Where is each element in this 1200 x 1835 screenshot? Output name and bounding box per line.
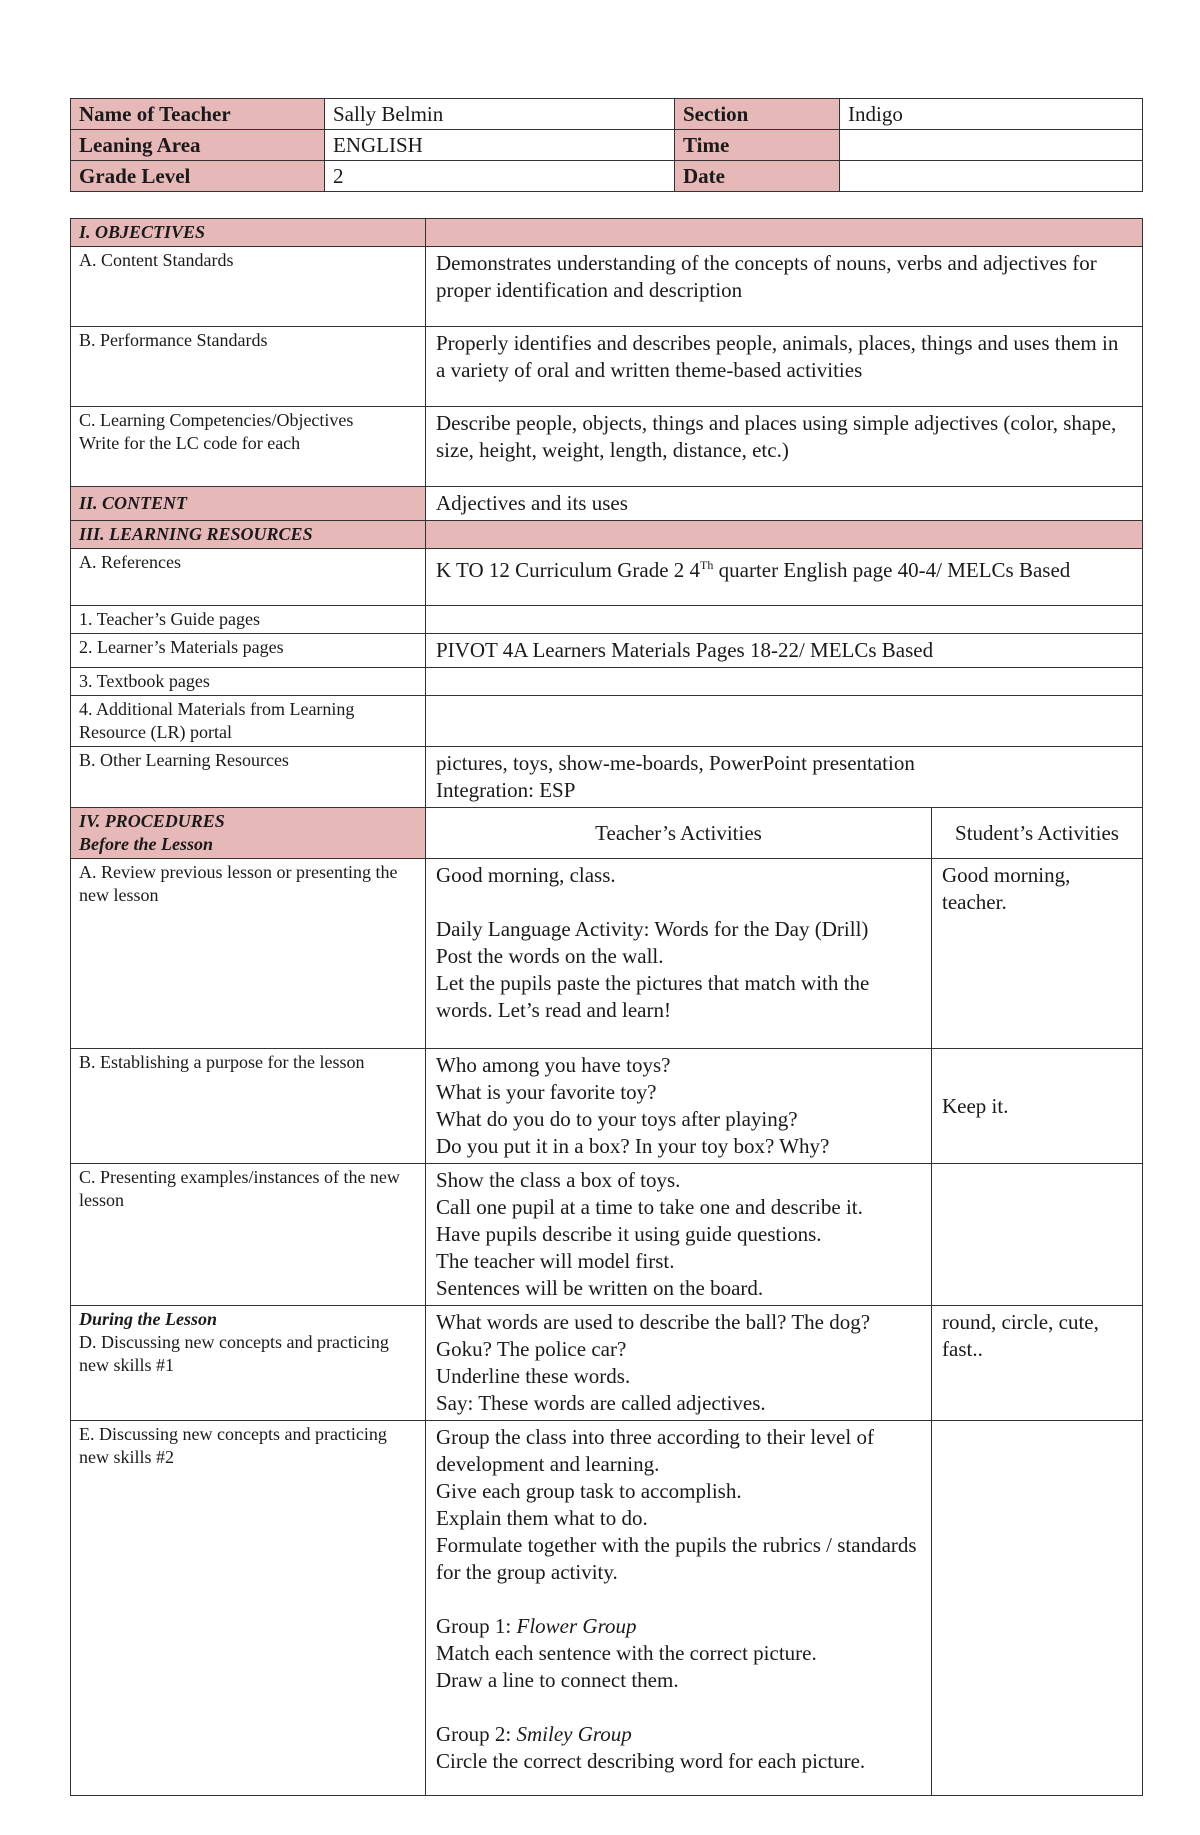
group1-heading — [436, 1613, 921, 1640]
step-e-label: E. Discussing new concepts and practicing new skills #2 — [71, 1421, 426, 1796]
references-value — [426, 549, 1143, 606]
step-c-line: Show the class a box of toys. — [436, 1168, 681, 1192]
group1-line: Draw a line to connect them. — [436, 1668, 679, 1692]
step-c-label: C. Presenting examples/instances of the new lesson — [71, 1164, 426, 1306]
step-b-line: What do you do to your toys after playing? — [436, 1107, 798, 1131]
during-lesson-label: During the Lesson — [79, 1309, 218, 1329]
area-label: Leaning Area — [71, 130, 325, 161]
grade-label: Grade Level — [71, 161, 325, 192]
learners-materials-value: PIVOT 4A Learners Materials Pages 18-22/ MELCs Based — [426, 634, 1143, 668]
step-a-label: A. Review previous lesson or presenting the new lesson — [71, 859, 426, 1049]
grade-value: 2 — [325, 161, 675, 192]
step-c-line: The teacher will model first. — [436, 1249, 675, 1273]
group1-name: Flower Group — [516, 1614, 637, 1638]
lesson-plan-table — [70, 218, 1143, 1796]
additional-materials-label: 4. Additional Materials from Learning Resource (LR) portal — [71, 696, 426, 747]
step-d-line: Say: These words are called adjectives. — [436, 1391, 766, 1415]
content-title: II. CONTENT — [71, 487, 426, 521]
procedures-title-cell — [71, 808, 426, 859]
step-c-line: Have pupils describe it using guide questions. — [436, 1222, 822, 1246]
group1-label: Group 1: — [436, 1614, 517, 1638]
step-a-line: Good morning, class. — [436, 863, 616, 887]
objectives-title-fill — [426, 219, 1143, 247]
group2-heading — [436, 1721, 921, 1748]
step-e-gap — [436, 1694, 921, 1721]
step-b-student: Keep it. — [932, 1049, 1143, 1164]
learners-materials-label: 2. Learner’s Materials pages — [71, 634, 426, 668]
procedures-title: IV. PROCEDURES — [79, 811, 225, 831]
step-a-teacher — [426, 859, 932, 1049]
other-resources-label: B. Other Learning Resources — [71, 747, 426, 808]
step-d-line: What words are used to describe the ball? The dog? Goku? The police car? — [436, 1310, 871, 1361]
step-e-line: Explain them what to do. — [436, 1506, 648, 1530]
step-d-label: D. Discussing new concepts and practicing new skills #1 — [79, 1332, 389, 1375]
other-resources-line2: Integration: ESP — [436, 778, 576, 802]
step-a-line: Daily Language Activity: Words for the Day (Drill) — [436, 917, 869, 941]
step-d-label-cell — [71, 1306, 426, 1421]
step-a-gap — [436, 889, 921, 916]
step-b-label: B. Establishing a purpose for the lesson — [71, 1049, 426, 1164]
step-e-teacher — [426, 1421, 932, 1796]
content-standards-label: A. Content Standards — [71, 247, 426, 327]
teacher-value: Sally Belmin — [325, 99, 675, 130]
section-label: Section — [675, 99, 840, 130]
step-a-line: Post the words on the wall. — [436, 944, 664, 968]
references-label: A. References — [71, 549, 426, 606]
other-resources-value — [426, 747, 1143, 808]
competencies-label — [71, 407, 426, 487]
group2-name: Smiley Group — [516, 1722, 632, 1746]
step-c-student — [932, 1164, 1143, 1306]
additional-materials-value — [426, 696, 1143, 747]
step-c-teacher — [426, 1164, 932, 1306]
resources-title: III. LEARNING RESOURCES — [71, 521, 426, 549]
content-standards-value: Demonstrates understanding of the concepts of nouns, verbs and adjectives for proper identification and description — [426, 247, 1143, 327]
objectives-title: I. OBJECTIVES — [71, 219, 426, 247]
section-value: Indigo — [840, 99, 1143, 130]
area-value: ENGLISH — [325, 130, 675, 161]
step-e-line: Give each group task to accomplish. — [436, 1479, 742, 1503]
time-label: Time — [675, 130, 840, 161]
header-table — [70, 98, 1143, 192]
resources-title-fill — [426, 521, 1143, 549]
step-e-line: Group the class into three according to their level of development and learning. — [436, 1425, 874, 1476]
competencies-value: Describe people, objects, things and places using simple adjectives (color, shape, size, height, weight, length, distance, etc.) — [426, 407, 1143, 487]
group1-line: Match each sentence with the correct picture. — [436, 1641, 817, 1665]
group2-line: Circle the correct describing word for each picture. — [436, 1749, 866, 1773]
before-lesson-label: Before the Lesson — [79, 834, 213, 854]
performance-standards-value: Properly identifies and describes people, animals, places, things and uses them in a variety of oral and written theme-based activities — [426, 327, 1143, 407]
teacher-label: Name of Teacher — [71, 99, 325, 130]
teachers-guide-label: 1. Teacher’s Guide pages — [71, 606, 426, 634]
competencies-label-line2: Write for the LC code for each — [79, 433, 301, 453]
other-resources-line1: pictures, toys, show-me-boards, PowerPoint presentation — [436, 751, 915, 775]
student-activities-header: Student’s Activities — [932, 808, 1143, 859]
step-d-teacher — [426, 1306, 932, 1421]
step-d-line: Underline these words. — [436, 1364, 631, 1388]
date-value — [840, 161, 1143, 192]
step-c-line: Sentences will be written on the board. — [436, 1276, 764, 1300]
references-sup: Th — [700, 558, 714, 572]
teachers-guide-value — [426, 606, 1143, 634]
step-e-gap — [436, 1586, 921, 1613]
references-value-b: quarter English page 40-4/ MELCs Based — [713, 558, 1071, 582]
step-b-line: Do you put it in a box? In your toy box? Why? — [436, 1134, 830, 1158]
step-b-teacher — [426, 1049, 932, 1164]
step-b-line: What is your favorite toy? — [436, 1080, 657, 1104]
textbook-label: 3. Textbook pages — [71, 668, 426, 696]
step-d-student: round, circle, cute, fast.. — [932, 1306, 1143, 1421]
step-a-student: Good morning, teacher. — [932, 859, 1143, 1049]
step-c-line: Call one pupil at a time to take one and describe it. — [436, 1195, 863, 1219]
step-e-student — [932, 1421, 1143, 1796]
group2-label: Group 2: — [436, 1722, 517, 1746]
date-label: Date — [675, 161, 840, 192]
performance-standards-label: B. Performance Standards — [71, 327, 426, 407]
step-b-line: Who among you have toys? — [436, 1053, 671, 1077]
references-value-a: K TO 12 Curriculum Grade 2 4 — [436, 558, 701, 582]
competencies-label-line1: C. Learning Competencies/Objectives — [79, 410, 354, 430]
content-value: Adjectives and its uses — [426, 487, 1143, 521]
textbook-value — [426, 668, 1143, 696]
step-a-line: Let the pupils paste the pictures that match with the words. Let’s read and learn! — [436, 971, 870, 1022]
step-e-line: Formulate together with the pupils the rubrics / standards for the group activity. — [436, 1533, 917, 1584]
teacher-activities-header: Teacher’s Activities — [426, 808, 932, 859]
time-value — [840, 130, 1143, 161]
